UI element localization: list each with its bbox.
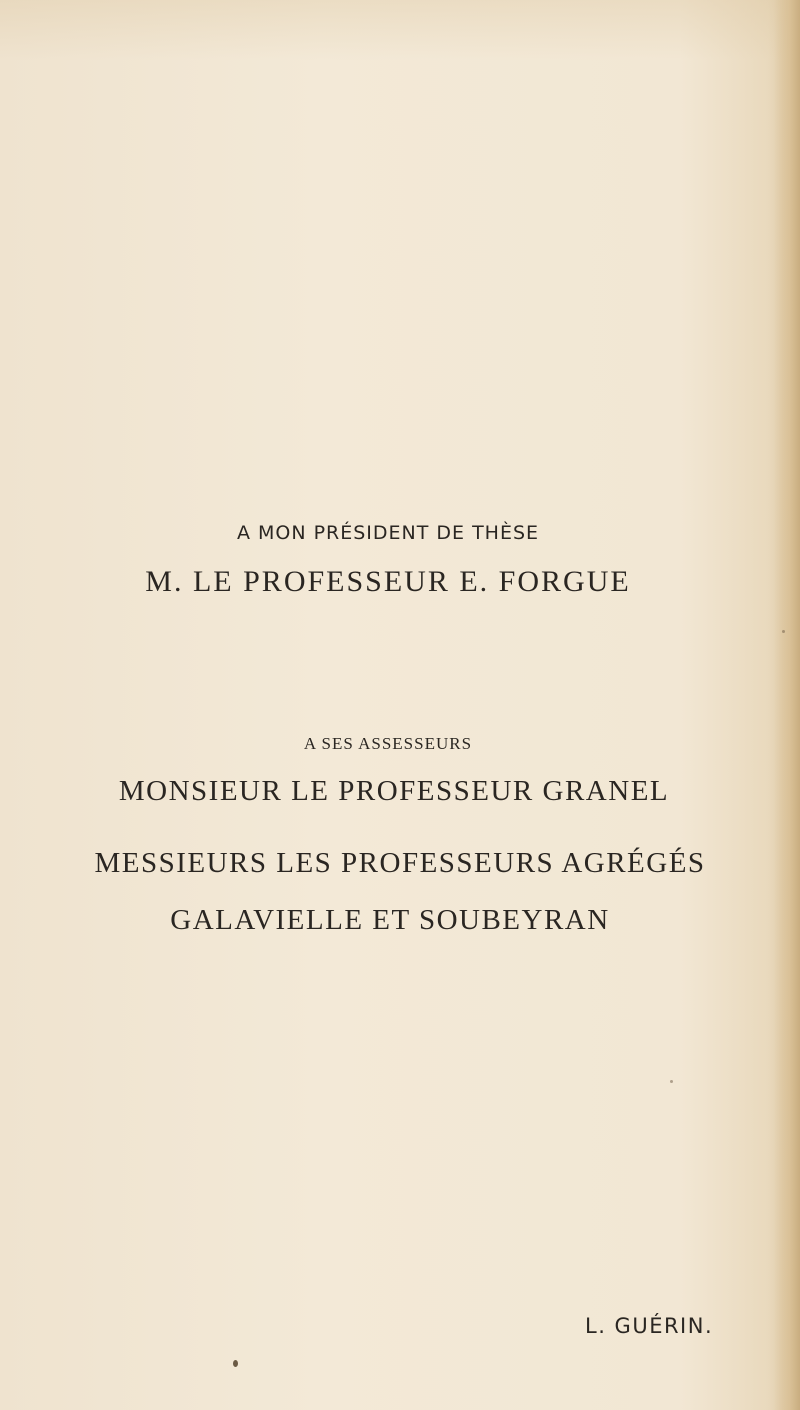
- page-stain-right: [774, 0, 800, 1410]
- dedication-heading-assessors: A SES ASSESSEURS: [303, 734, 473, 753]
- page-stain-top: [0, 0, 800, 60]
- paper-speck: [233, 1360, 238, 1367]
- paper-speck: [670, 1080, 673, 1083]
- author-signature: L. GUÉRIN.: [585, 1314, 714, 1338]
- assessors-agreges-heading: MESSIEURS LES PROFESSEURS AGRÉGÉS: [94, 847, 706, 879]
- president-name: M. LE PROFESSEUR E. FORGUE: [145, 565, 631, 598]
- paper-speck: [782, 630, 785, 633]
- assessors-agreges-names: GALAVIELLE ET SOUBEYRAN: [170, 904, 610, 936]
- assessor-professor-name: MONSIEUR LE PROFESSEUR GRANEL: [118, 775, 670, 807]
- dedication-heading-president: A MON PRÉSIDENT DE THÈSE: [236, 522, 540, 544]
